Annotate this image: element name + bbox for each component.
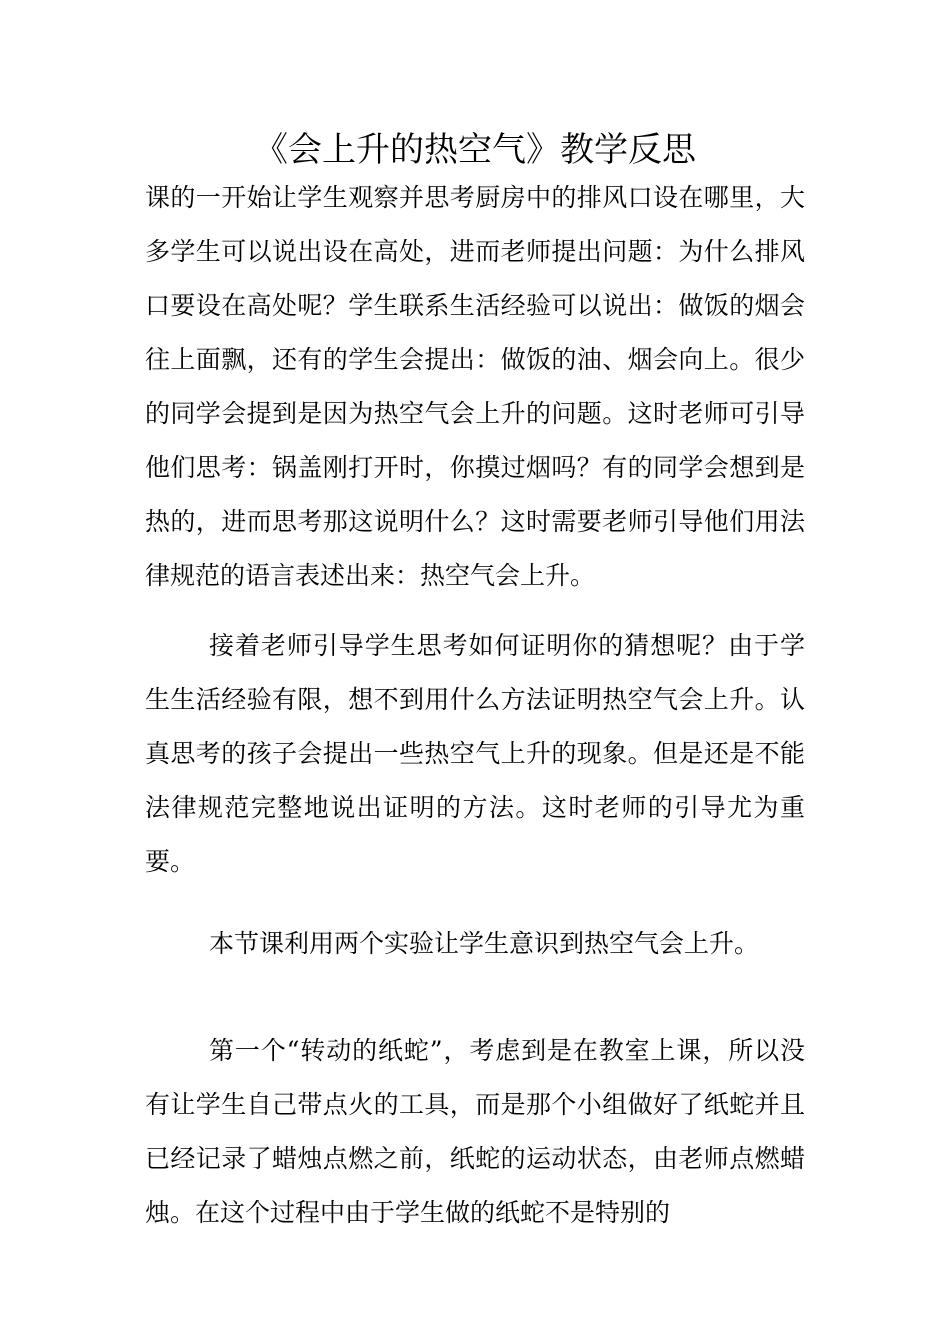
paragraph-2: 接着老师引导学生思考如何证明你的猜想呢？由于学生生活经验有限，想不到用什么方法证明热空气会上升。认真思考的孩子会提出一些热空气上升的现象。但是还是不能法律规范完整地说出证明的方法。这时老师的引导尤为重要。 — [145, 631, 805, 876]
document-title: 《会上升的热空气》教学反思 — [254, 130, 696, 170]
paragraph-4: 第一个“转动的纸蛇”，考虑到是在教室上课，所以没有让学生自己带点火的工具，而是那个小组做好了纸蛇并且已经记录了蜡烛点燃之前，纸蛇的运动状态，由老师点燃蜡烛。在这个过程中由于学生做的纸蛇不是特别的 — [145, 1036, 805, 1227]
paragraph-3: 本节课利用两个实验让学生意识到热空气会上升。 — [209, 929, 760, 958]
paragraph-1: 课的一开始让学生观察并思考厨房中的排风口设在哪里，大多学生可以说出设在高处，进而老师提出问题：为什么排风口要设在高处呢？学生联系生活经验可以说出：做饭的烟会往上面飘，还有的学生会提出：做饭的油、烟会向上。很少的同学会提到是因为热空气会上升的问题。这时老师可引导他们思考：锅盖刚打开时，你摸过烟吗？有的同学会想到是热的，进而思考那这说明什么？这时需要老师引导他们用法律规范的语言表述出来：热空气会上升。 — [145, 183, 805, 590]
